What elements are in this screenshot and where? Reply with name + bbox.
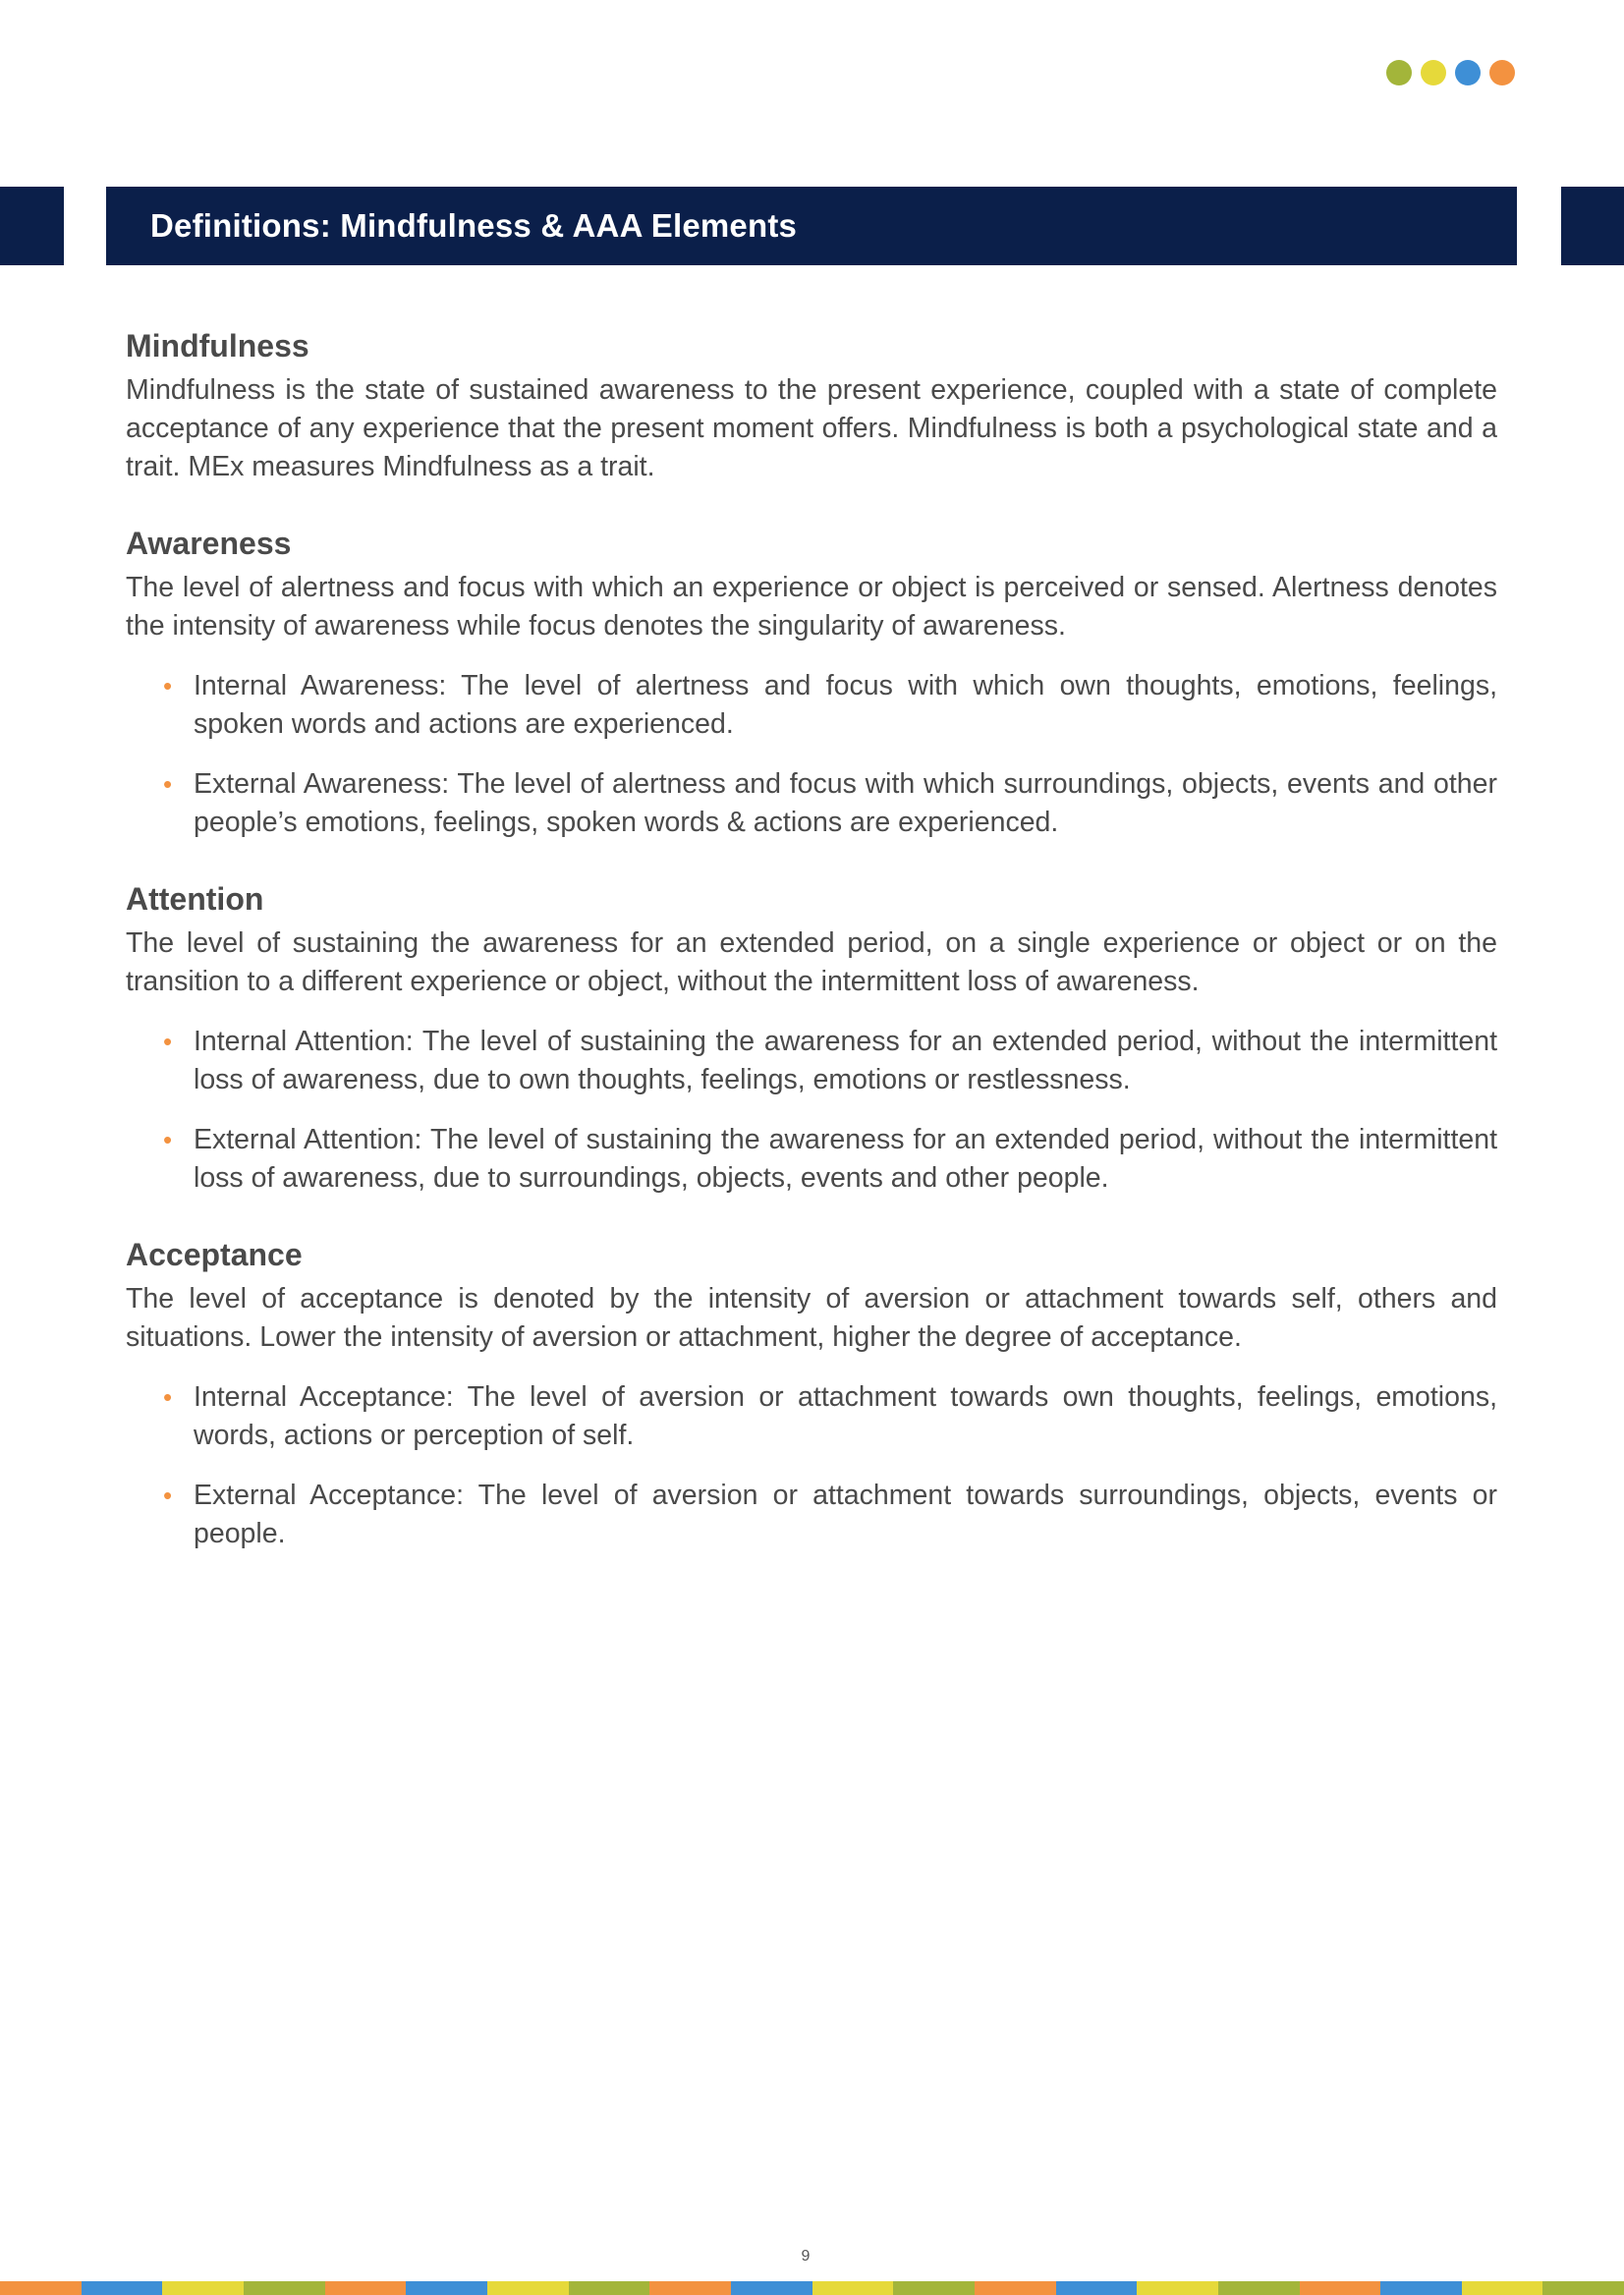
section-body: The level of acceptance is denoted by the intensity of aversion or attachment towards self, others and situations. Lower the intensity of aversion or attachment, higher the degree of acceptance. xyxy=(126,1283,1497,1353)
section-body: Mindfulness is the state of sustained awareness to the present experience, coupled with a state of complete acceptance of any experience that the present moment offers. Mindfulness is both a psychological state and a trait. MEx measures Mindfulness as a trait. xyxy=(126,374,1497,482)
page-title: Definitions: Mindfulness & AAA Elements xyxy=(150,207,798,244)
strip-segment xyxy=(487,2281,569,2295)
section-body: The level of sustaining the awareness for an extended period, on a single experience or object or on the transition to a different experience or object, without the intermittent loss of awareness. xyxy=(126,927,1497,997)
orange-dot-icon xyxy=(1489,60,1515,85)
list-item-text: Internal Attention: The level of sustaining the awareness for an extended period, without the intermittent loss of awareness, due to own thoughts, feelings, emotions or restlessness. xyxy=(194,1026,1497,1095)
strip-segment xyxy=(1218,2281,1300,2295)
strip-segment xyxy=(0,2281,82,2295)
strip-segment xyxy=(893,2281,975,2295)
bullet-icon: • xyxy=(163,1125,173,1154)
strip-segment xyxy=(162,2281,244,2295)
bullet-list xyxy=(126,1023,1497,1198)
bullet-list xyxy=(126,667,1497,842)
section-heading: Mindfulness xyxy=(126,328,309,364)
list-item-text: Internal Awareness: The level of alertness and focus with which own thoughts, emotions, feelings, spoken words and actions are experienced. xyxy=(194,670,1497,740)
strip-segment xyxy=(812,2281,894,2295)
section-mindfulness xyxy=(126,326,1497,486)
blue-dot-icon xyxy=(1455,60,1481,85)
strip-segment xyxy=(82,2281,163,2295)
bullet-icon: • xyxy=(163,1382,173,1412)
list-item xyxy=(126,765,1497,842)
section-body: The level of alertness and focus with which an experience or object is perceived or sensed. Alertness denotes the intensity of awareness while focus denotes the singularity of awareness. xyxy=(126,572,1497,642)
section-heading: Awareness xyxy=(126,526,292,561)
strip-segment xyxy=(1462,2281,1543,2295)
green-dot-icon xyxy=(1386,60,1412,85)
strip-segment xyxy=(1542,2281,1624,2295)
section-attention xyxy=(126,879,1497,1198)
list-item xyxy=(126,1121,1497,1198)
brand-dots xyxy=(1386,60,1515,85)
yellow-dot-icon xyxy=(1421,60,1446,85)
list-item-text: Internal Acceptance: The level of aversion or attachment towards own thoughts, feelings, emotions, words, actions or perception of self. xyxy=(194,1381,1497,1451)
header-band-left-block xyxy=(0,187,64,265)
strip-segment xyxy=(975,2281,1056,2295)
strip-segment xyxy=(406,2281,487,2295)
footer-color-strip xyxy=(0,2281,1624,2295)
bullet-icon: • xyxy=(163,671,173,700)
header-band-right-block xyxy=(1561,187,1624,265)
strip-segment xyxy=(1056,2281,1138,2295)
strip-segment xyxy=(731,2281,812,2295)
bullet-icon: • xyxy=(163,769,173,799)
section-heading: Acceptance xyxy=(126,1237,303,1272)
section-awareness xyxy=(126,524,1497,842)
page-number: 9 xyxy=(801,2248,811,2265)
header-band xyxy=(106,187,1517,265)
list-item-text: External Awareness: The level of alertness and focus with which surroundings, objects, events and other people’s emotions, feelings, spoken words & actions are experienced. xyxy=(194,768,1497,838)
section-heading: Attention xyxy=(126,881,264,917)
strip-segment xyxy=(244,2281,325,2295)
list-item xyxy=(126,667,1497,744)
section-acceptance xyxy=(126,1235,1497,1553)
strip-segment xyxy=(569,2281,650,2295)
list-item xyxy=(126,1023,1497,1099)
list-item xyxy=(126,1477,1497,1553)
strip-segment xyxy=(1380,2281,1462,2295)
bullet-icon: • xyxy=(163,1027,173,1056)
strip-segment xyxy=(1137,2281,1218,2295)
strip-segment xyxy=(1300,2281,1381,2295)
list-item-text: External Acceptance: The level of aversion or attachment towards surroundings, objects, events or people. xyxy=(194,1480,1497,1549)
bullet-list xyxy=(126,1378,1497,1553)
list-item xyxy=(126,1378,1497,1455)
strip-segment xyxy=(649,2281,731,2295)
bullet-icon: • xyxy=(163,1481,173,1510)
list-item-text: External Attention: The level of sustaining the awareness for an extended period, without the intermittent loss of awareness, due to surroundings, objects, events and other people. xyxy=(194,1124,1497,1194)
document-body xyxy=(126,326,1497,1591)
strip-segment xyxy=(325,2281,407,2295)
